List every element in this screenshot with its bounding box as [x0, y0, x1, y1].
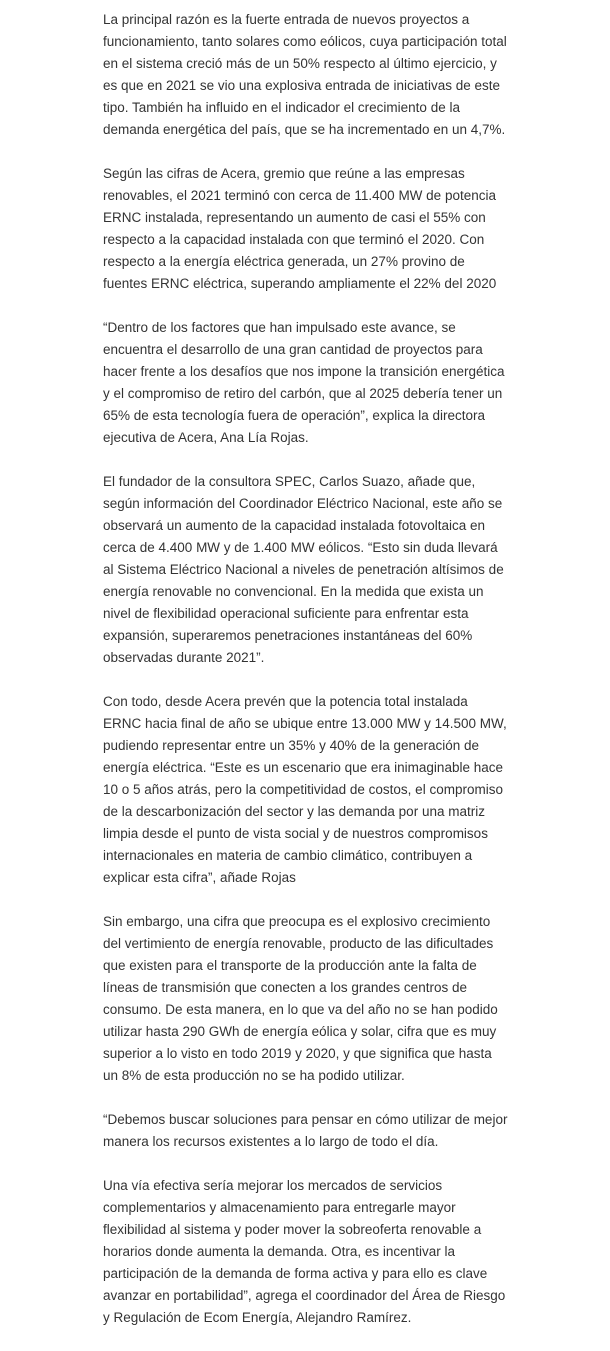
paragraph-6: Sin embargo, una cifra que preocupa es el explosivo crecimiento del vertimiento de energía renovable, producto de las dificultades que existen para el transporte de la producción ante la falta de líneas de transmisión que conecten a los grandes centros de consumo. De esta manera, en lo que va del año no se han podido utilizar hasta 290 GWh de energía eólica y solar, cifra que es muy superior a lo visto en todo 2019 y 2020, y que significa que hasta un 8% de esta producción no se ha podido utilizar. — [103, 914, 498, 1083]
paragraph-1: La principal razón es la fuerte entrada de nuevos proyectos a funcionamiento, tanto solares como eólicos, cuya participación total en el sistema creció más de un 50% respecto al último ejercicio, y es que en 2021 se vio una explosiva entrada de iniciativas de este tipo. También ha influido en el indicador el crecimiento de la demanda energética del país, que se ha incrementado en un 4,7%. — [103, 12, 507, 137]
article-body — [103, 9, 509, 1351]
paragraph-8: Una vía efectiva sería mejorar los mercados de servicios complementarios y almacenamiento para entregarle mayor flexibilidad al sistema y poder mover la sobreoferta renovable a horarios donde aumenta la demanda. Otra, es incentivar la participación de la demanda de forma activa y para ello es clave avanzar en portabilidad”, agrega el coordinador del Área de Riesgo y Regulación de Ecom Energía, Alejandro Ramírez. — [103, 1178, 506, 1325]
paragraph-3: “Dentro de los factores que han impulsado este avance, se encuentra el desarrollo de una gran cantidad de proyectos para hacer frente a los desafíos que nos impone la transición energética y el compromiso de retiro del carbón, que al 2025 debería tener un 65% de esta tecnología fuera de operación”, explica la directora ejecutiva de Acera, Ana Lía Rojas. — [103, 320, 505, 445]
paragraph-4: El fundador de la consultora SPEC, Carlos Suazo, añade que, según información del Coordinador Eléctrico Nacional, este año se observará un aumento de la capacidad instalada fotovoltaica en cerca de 4.400 MW y de 1.400 MW eólicos. “Esto sin duda llevará al Sistema Eléctrico Nacional a niveles de penetración altísimos de energía renovable no convencional. En la medida que exista un nivel de flexibilidad operacional suficiente para enfrentar esta expansión, superaremos penetraciones instantáneas del 60% observadas durante 2021”. — [103, 474, 504, 665]
paragraph-5: Con todo, desde Acera prevén que la potencia total instalada ERNC hacia final de año se ubique entre 13.000 MW y 14.500 MW, pudiendo representar entre un 35% y 40% de la generación de energía eléctrica. “Este es un escenario que era inimaginable hace 10 o 5 años atrás, pero la competitividad de costos, el compromiso de la descarbonización del sector y las demanda por una matriz limpia desde el punto de vista social y de nuestros compromisos internacionales en materia de cambio climático, contribuyen a explicar esta cifra”, añade Rojas — [103, 694, 507, 885]
paragraph-2: Según las cifras de Acera, gremio que reúne a las empresas renovables, el 2021 terminó con cerca de 11.400 MW de potencia ERNC instalada, representando un aumento de casi el 55% con respecto a la capacidad instalada con que terminó el 2020. Con respecto a la energía eléctrica generada, un 27% provino de fuentes ERNC eléctrica, superando ampliamente el 22% del 2020 — [103, 166, 497, 291]
paragraph-7: “Debemos buscar soluciones para pensar en cómo utilizar de mejor manera los recursos existentes a lo largo de todo el día. — [103, 1112, 508, 1149]
